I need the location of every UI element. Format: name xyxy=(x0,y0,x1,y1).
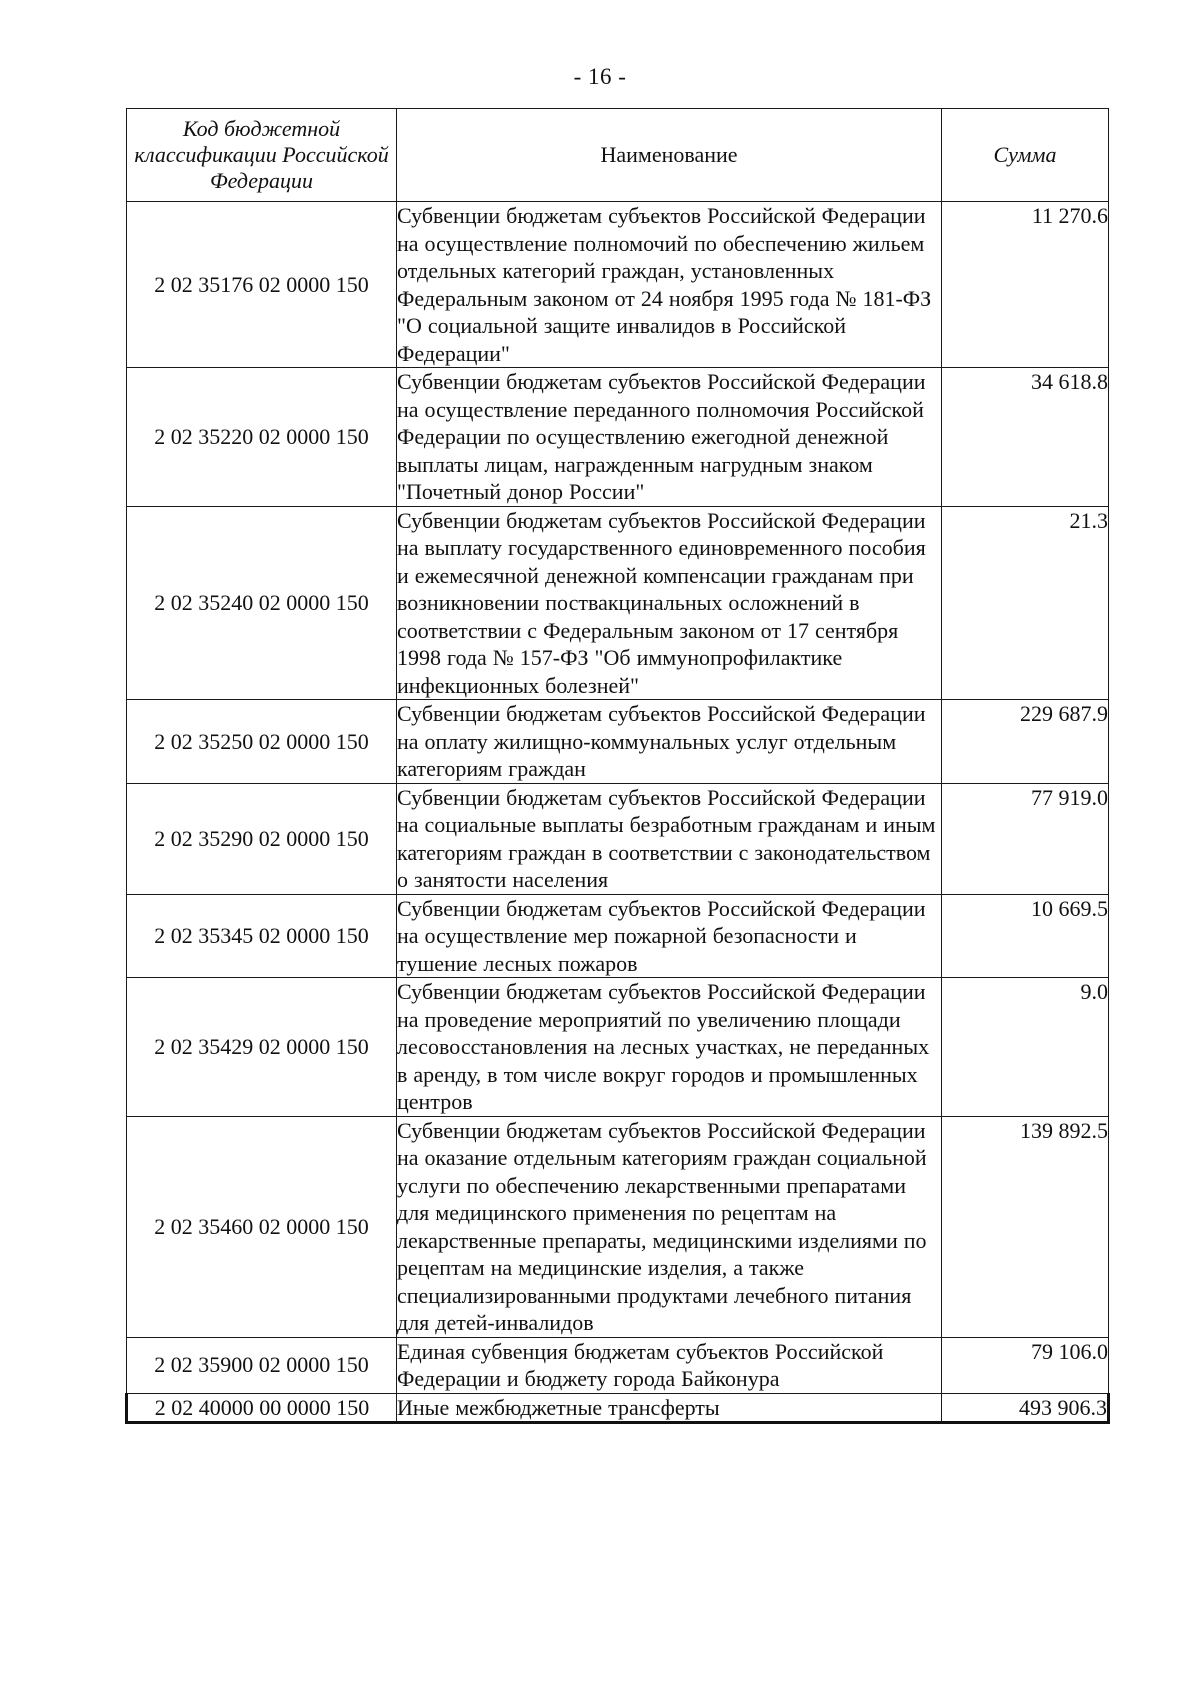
row-sum: 21.3 xyxy=(942,506,1109,700)
row-name: Субвенции бюджетам субъектов Российской Федерации на осуществление мер пожарной безопасности и тушение лесных пожаров xyxy=(397,894,942,978)
row-code: 2 02 35240 02 0000 150 xyxy=(127,506,397,700)
row-name: Субвенции бюджетам субъектов Российской Федерации на оплату жилищно-коммунальных услуг отдельным категориям граждан xyxy=(397,700,942,784)
table-row xyxy=(127,1393,1109,1423)
row-code: 2 02 35460 02 0000 150 xyxy=(127,1116,397,1337)
row-name: Субвенции бюджетам субъектов Российской Федерации на оказание отдельным категориям граждан социальной услуги по обеспечению лекарственными препаратами для медицинского применения по рецептам на лекарственные препараты, медицинскими изделиями по рецептам на медицинские изделия, а также специализированными продуктами лечебного питания для детей-инвалидов xyxy=(397,1116,942,1337)
row-name: Иные межбюджетные трансферты xyxy=(397,1393,942,1423)
row-name: Единая субвенция бюджетам субъектов Российской Федерации и бюджету города Байконура xyxy=(397,1337,942,1393)
row-code: 2 02 35429 02 0000 150 xyxy=(127,978,397,1117)
row-sum: 34 618.8 xyxy=(942,368,1109,507)
table-row xyxy=(127,1116,1109,1337)
row-code: 2 02 35220 02 0000 150 xyxy=(127,368,397,507)
table-row xyxy=(127,894,1109,978)
table-row xyxy=(127,506,1109,700)
row-sum: 139 892.5 xyxy=(942,1116,1109,1337)
row-name: Субвенции бюджетам субъектов Российской Федерации на проведение мероприятий по увеличению площади лесовосстановления на лесных участках, не переданных в аренду, в том числе вокруг городов и промышленных центров xyxy=(397,978,942,1117)
page-number: - 16 - xyxy=(573,64,627,89)
row-sum: 79 106.0 xyxy=(942,1337,1109,1393)
row-code: 2 02 40000 00 0000 150 xyxy=(127,1393,397,1423)
row-sum: 77 919.0 xyxy=(942,783,1109,894)
row-sum: 11 270.6 xyxy=(942,202,1109,368)
table-row xyxy=(127,202,1109,368)
table-row xyxy=(127,978,1109,1117)
row-name: Субвенции бюджетам субъектов Российской Федерации на выплату государственного единовременного пособия и ежемесячной денежной компенсации гражданам при возникновении поствакцинальных осложнений в соответствии с Федеральным законом от 17 сентября 1998 года № 157-ФЗ "Об иммунопрофилактике инфекционных болезней" xyxy=(397,506,942,700)
row-code: 2 02 35176 02 0000 150 xyxy=(127,202,397,368)
row-name: Субвенции бюджетам субъектов Российской Федерации на социальные выплаты безработным гражданам и иным категориям граждан в соответствии с законодательством о занятости населения xyxy=(397,783,942,894)
table-row xyxy=(127,368,1109,507)
table-header-row xyxy=(127,109,1109,202)
budget-table xyxy=(125,108,1110,1424)
row-sum: 493 906.3 xyxy=(942,1393,1109,1423)
row-name: Субвенции бюджетам субъектов Российской Федерации на осуществление переданного полномочия Российской Федерации по осуществлению ежегодной денежной выплаты лицам, награжденным нагрудным знаком "Почетный донор России" xyxy=(397,368,942,507)
header-code: Код бюджетной классификации Российской Федерации xyxy=(127,109,397,202)
row-code: 2 02 35250 02 0000 150 xyxy=(127,700,397,784)
row-name: Субвенции бюджетам субъектов Российской Федерации на осуществление полномочий по обеспечению жильем отдельных категорий граждан, установленных Федеральным законом от 24 ноября 1995 года № 181-ФЗ "О социальной защите инвалидов в Российской Федерации" xyxy=(397,202,942,368)
row-code: 2 02 35345 02 0000 150 xyxy=(127,894,397,978)
row-code: 2 02 35290 02 0000 150 xyxy=(127,783,397,894)
row-sum: 229 687.9 xyxy=(942,700,1109,784)
row-sum: 10 669.5 xyxy=(942,894,1109,978)
header-name: Наименование xyxy=(397,109,942,202)
row-sum: 9.0 xyxy=(942,978,1109,1117)
header-sum: Сумма xyxy=(942,109,1109,202)
row-code: 2 02 35900 02 0000 150 xyxy=(127,1337,397,1393)
table-row xyxy=(127,783,1109,894)
table-row xyxy=(127,1337,1109,1393)
table-row xyxy=(127,700,1109,784)
